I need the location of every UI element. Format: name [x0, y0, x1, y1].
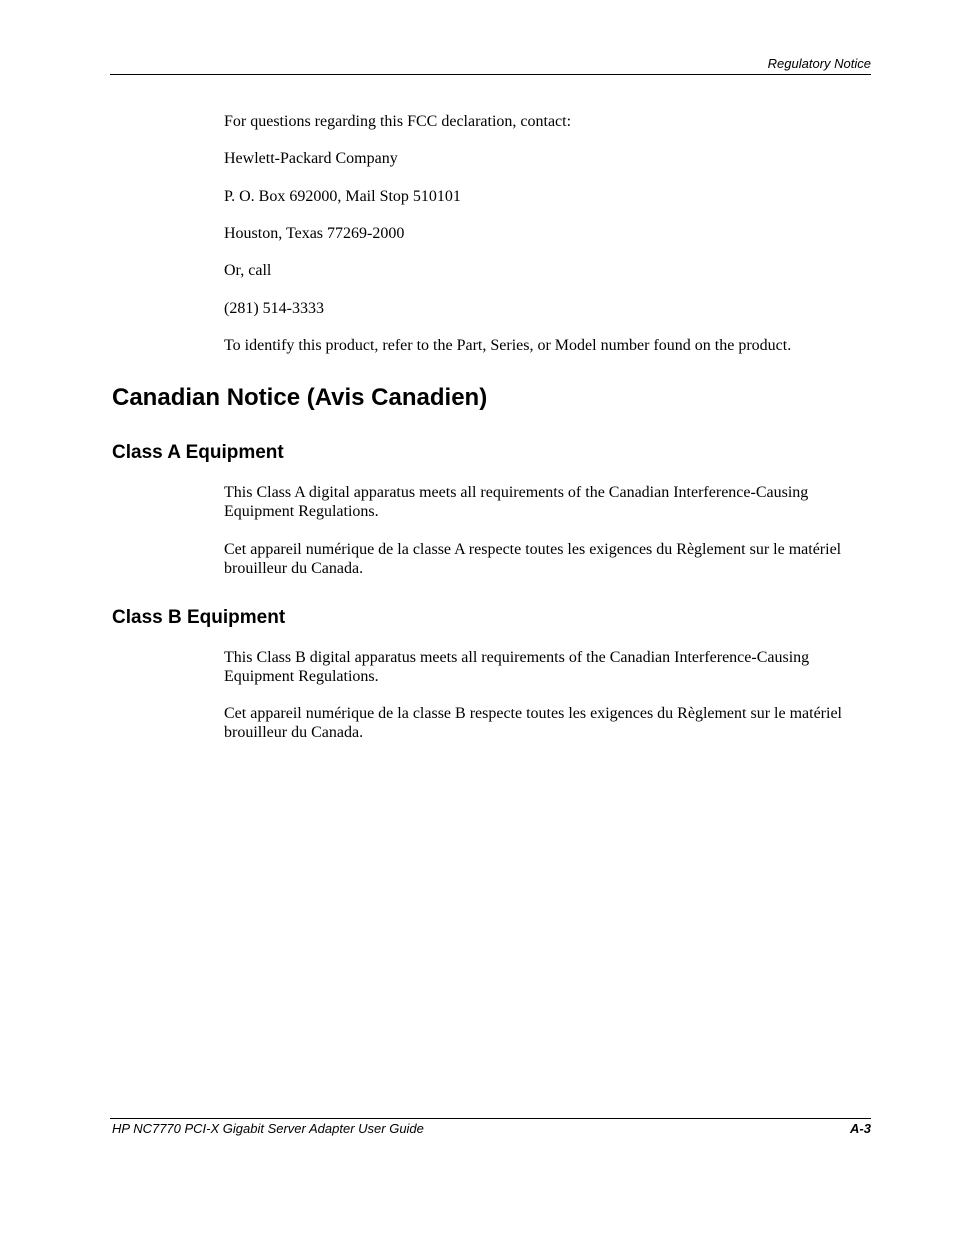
fcc-contact-intro: For questions regarding this FCC declaration, contact:	[224, 113, 572, 130]
class-b-heading: Class B Equipment	[112, 607, 286, 628]
class-a-heading: Class A Equipment	[112, 442, 284, 463]
fcc-company-name: Hewlett-Packard Company	[224, 150, 398, 167]
fcc-or-call: Or, call	[224, 262, 272, 279]
canadian-notice-heading: Canadian Notice (Avis Canadien)	[112, 384, 488, 411]
fcc-city-line: Houston, Texas 77269-2000	[224, 225, 405, 242]
fcc-phone-number: (281) 514-3333	[224, 300, 324, 317]
running-header	[110, 56, 871, 75]
class-a-english-text: This Class A digital apparatus meets all requirements of the Canadian Interference-Causing Equipment Regulations.	[224, 484, 809, 520]
fcc-address-line: P. O. Box 692000, Mail Stop 510101	[224, 188, 461, 205]
class-b-english-text: This Class B digital apparatus meets all requirements of the Canadian Interference-Causing Equipment Regulations.	[224, 649, 810, 685]
running-footer	[110, 1118, 871, 1139]
fcc-identify-product: To identify this product, refer to the Part, Series, or Model number found on the product.	[224, 337, 792, 354]
footer-guide-title: HP NC7770 PCI-X Gigabit Server Adapter User Guide	[112, 1121, 424, 1136]
class-b-french-text: Cet appareil numérique de la classe B respecte toutes les exigences du Règlement sur le matériel brouilleur du Canada.	[224, 705, 842, 741]
header-section-title: Regulatory Notice	[767, 56, 871, 71]
class-a-french-text: Cet appareil numérique de la classe A respecte toutes les exigences du Règlement sur le matériel brouilleur du Canada.	[224, 541, 842, 577]
footer-page-number: A-3	[850, 1121, 871, 1136]
